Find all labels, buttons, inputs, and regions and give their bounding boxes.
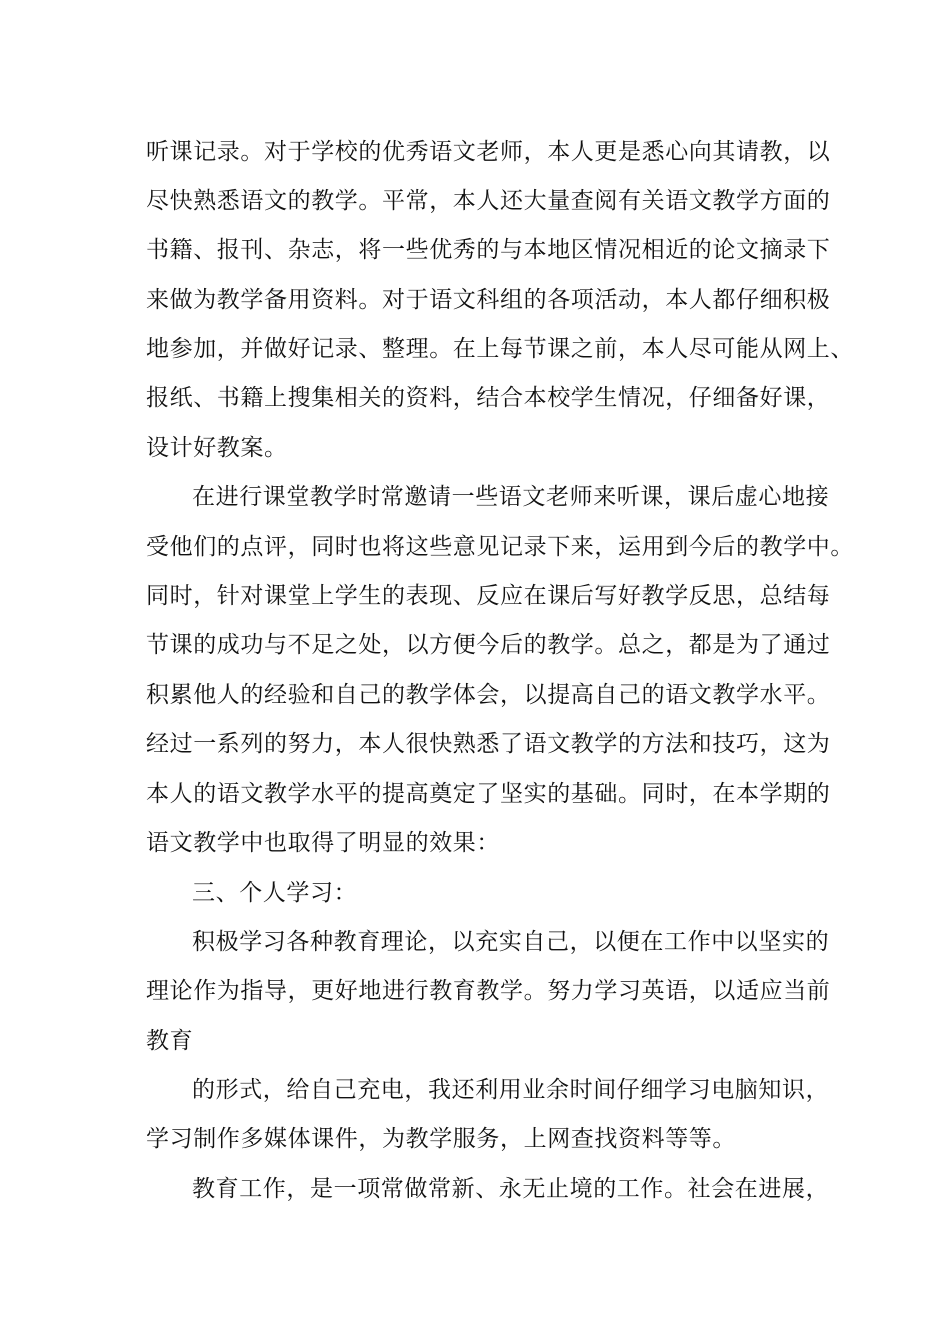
text-line: 报纸、书籍上搜集相关的资料，结合本校学生情况，仔细备好课， (146, 385, 831, 411)
text-line: 经过一系列的努力，本人很快熟悉了语文教学的方法和技巧，这为 (146, 731, 831, 757)
text-line: 尽快熟悉语文的教学。平常，本人还大量查阅有关语文教学方面的 (146, 188, 831, 214)
text-line: 听课记录。对于学校的优秀语文老师，本人更是悉心向其请教，以 (146, 139, 831, 165)
text-line: 学习制作多媒体课件，为教学服务，上网查找资料等等。 (146, 1126, 736, 1152)
text-line: 受他们的点评，同时也将这些意见记录下来，运用到今后的教学中。 (146, 534, 854, 560)
text-line: 地参加，并做好记录、整理。在上每节课之前，本人尽可能从网上、 (146, 336, 854, 362)
paragraph-start-line: 的形式，给自己充电，我还利用业余时间仔细学习电脑知识， (192, 1077, 830, 1103)
section-heading: 三、个人学习： (192, 880, 358, 906)
paragraph-start-line: 积极学习各种教育理论，以充实自己，以便在工作中以坚实的 (192, 929, 830, 955)
paragraph-start-line: 在进行课堂教学时常邀请一些语文老师来听课，课后虚心地接 (192, 484, 830, 510)
text-line: 积累他人的经验和自己的教学体会，以提高自己的语文教学水平。 (146, 682, 831, 708)
text-line: 来做为教学备用资料。对于语文科组的各项活动，本人都仔细积极 (146, 287, 831, 313)
text-line: 语文教学中也取得了明显的效果： (146, 830, 500, 856)
text-line: 书籍、报刊、杂志，将一些优秀的与本地区情况相近的论文摘录下 (146, 237, 831, 263)
text-line: 同时，针对课堂上学生的表现、反应在课后写好教学反思，总结每 (146, 583, 831, 609)
text-line: 节课的成功与不足之处，以方便今后的教学。总之，都是为了通过 (146, 632, 831, 658)
text-line: 理论作为指导，更好地进行教育教学。努力学习英语，以适应当前 (146, 978, 831, 1004)
text-line: 设计好教案。 (146, 435, 288, 461)
paragraph-start-line: 教育工作，是一项常做常新、永无止境的工作。社会在进展， (192, 1176, 830, 1202)
text-line: 本人的语文教学水平的提高奠定了坚实的基础。同时，在本学期的 (146, 781, 831, 807)
text-line: 教育 (146, 1028, 194, 1054)
